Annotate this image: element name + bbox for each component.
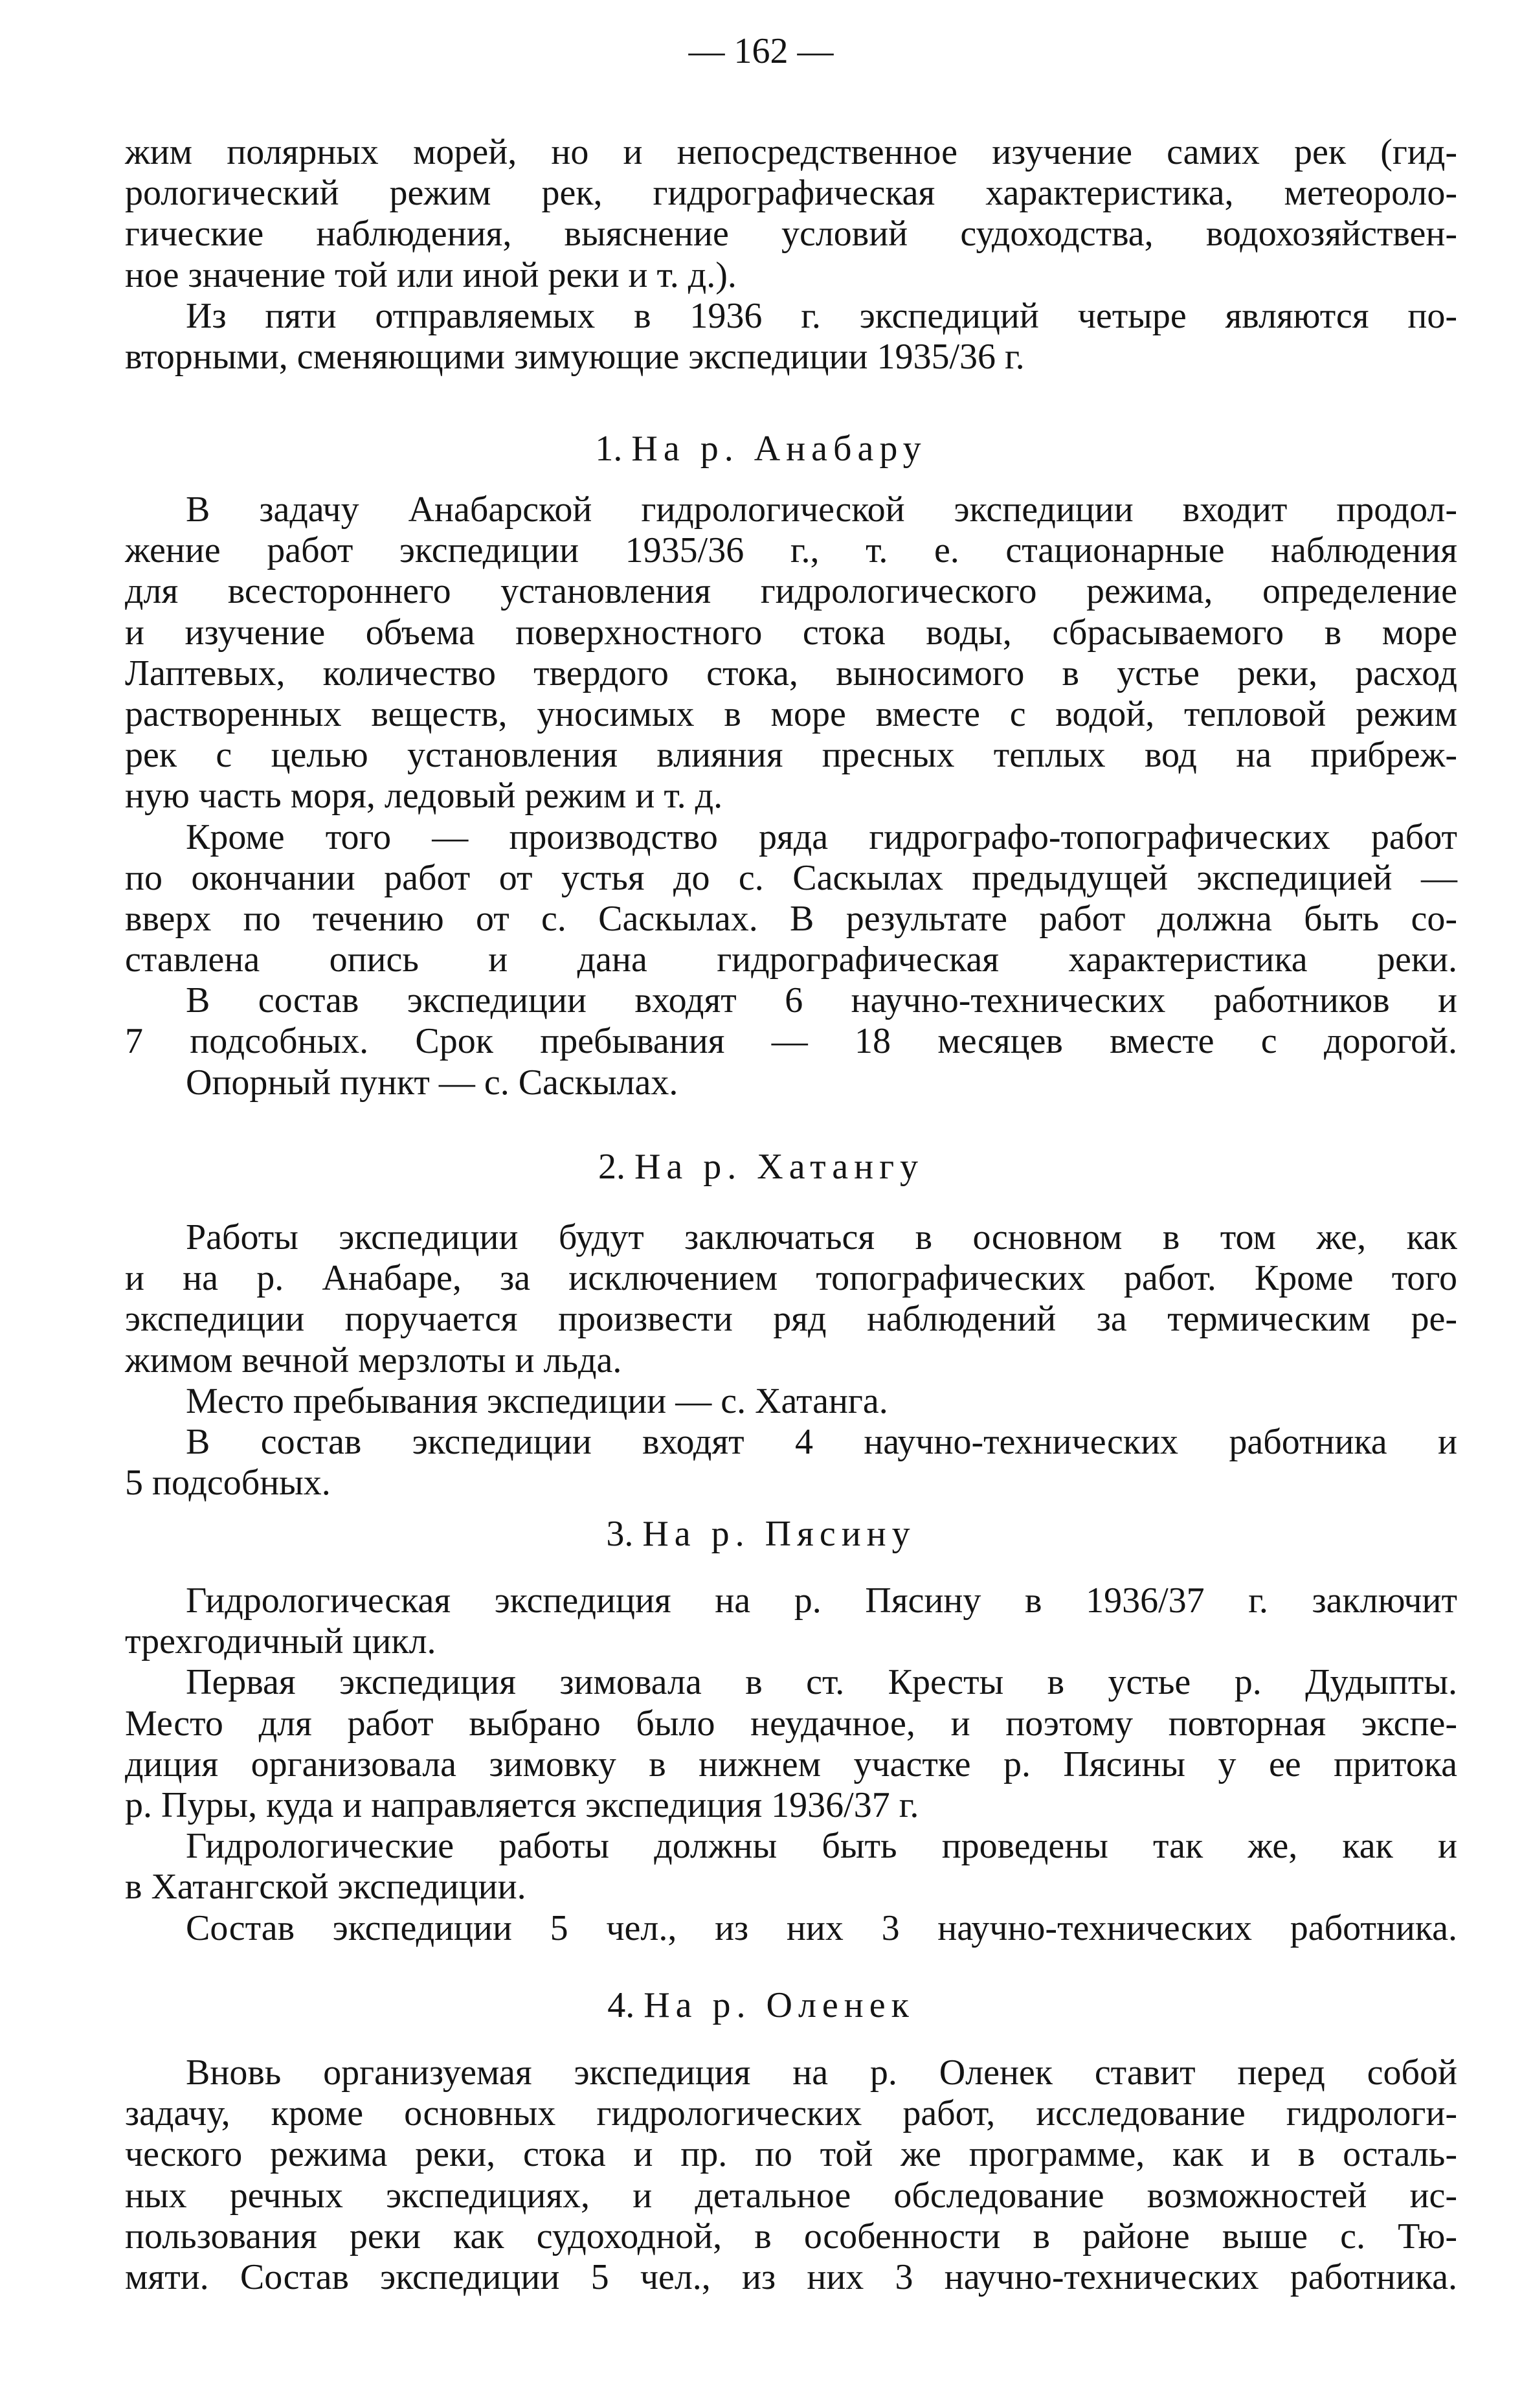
section-heading [0, 1985, 1522, 2026]
text-line: растворенных веществ, уносимых в море вместе с водой, тепловой режим [125, 693, 1457, 734]
section-text [125, 489, 1457, 1103]
text-line: и на р. Анабаре, за исключением топографических работ. Кроме того [125, 1258, 1457, 1299]
section-number: 3. [606, 1514, 634, 1554]
section-number: 1. [595, 429, 623, 469]
text-line: ставлена опись и дана гидрографическая характеристика реки. [125, 940, 1457, 980]
text-line: жимом вечной мерзлоты и льда. [125, 1340, 622, 1380]
section-heading [0, 1514, 1522, 1555]
section-text [125, 1217, 1457, 1503]
text-line: пользования реки как судоходной, в особенности в районе выше с. Тю- [125, 2216, 1457, 2256]
text-line: ных речных экспедициях, и детальное обследование возможностей ис- [125, 2175, 1457, 2216]
text-line: Работы экспедиции будут заключаться в основном в том же, как [186, 1217, 1457, 1257]
text-line: ную часть моря, ледовый режим и т. д. [125, 776, 723, 816]
section-text [125, 1581, 1457, 1949]
text-line: Кроме того — производство ряда гидрографо-топографических работ [186, 816, 1457, 857]
text-line: экспедиции поручается произвести ряд наблюдений за термическим ре- [125, 1299, 1457, 1340]
text-line: ческого режима реки, стока и пр. по той же программе, как и в осталь- [125, 2134, 1457, 2175]
paragraph [125, 817, 1457, 981]
text-line: В состав экспедиции входят 6 научно-технических работников и [186, 980, 1457, 1021]
section-title: На р. Пясину [642, 1514, 916, 1554]
paragraph [125, 1908, 1457, 1949]
text-line: трехгодичный цикл. [125, 1621, 436, 1662]
text-line: рологический режим рек, гидрографическая характеристика, метеороло- [125, 173, 1457, 214]
paragraph [125, 296, 1457, 377]
section-text [125, 2053, 1457, 2298]
text-line: жим полярных морей, но и непосредственное изучение самих рек (гид- [125, 132, 1457, 172]
text-line: вверх по течению от с. Саскылах. В результате работ должна быть со- [125, 898, 1457, 939]
paragraph [125, 1662, 1457, 1826]
paragraph [125, 980, 1457, 1062]
text-line: диция организовала зимовку в нижнем участке р. Пясины у ее притока [125, 1744, 1457, 1784]
paragraph [125, 1381, 1457, 1422]
text-line: задачу, кроме основных гидрологических работ, исследование гидрологи- [125, 2093, 1457, 2134]
text-line: В состав экспедиции входят 4 научно-технических работника и [186, 1421, 1457, 1462]
section-text [125, 132, 1457, 377]
section-number: 4. [607, 1985, 635, 2025]
text-line: и изучение объема поверхностного стока воды, сбрасываемого в море [125, 612, 1457, 653]
text-line: Место пребывания экспедиции — с. Хатанга. [186, 1380, 888, 1421]
text-line: Состав экспедиции 5 чел., из них 3 научно-технических работника. [186, 1907, 1457, 1948]
text-line: мяти. Состав экспедиции 5 чел., из них 3 научно-технических работника. [125, 2256, 1457, 2297]
section-heading [0, 429, 1522, 469]
text-line: ное значение той или иной реки и т. д.). [125, 254, 737, 295]
text-line: по окончании работ от устья до с. Саскылах предыдущей экспедицией — [125, 857, 1457, 898]
text-line: В задачу Анабарской гидрологической экспедиции входит продол- [186, 489, 1457, 530]
paragraph [125, 1581, 1457, 1662]
paragraph [125, 1217, 1457, 1381]
section-title: На р. Оленек [643, 1985, 915, 2025]
text-line: 5 подсобных. [125, 1463, 331, 1503]
text-line: 7 подсобных. Срок пребывания — 18 месяцев вместе с дорогой. [125, 1021, 1457, 1062]
text-line: Лаптевых, количество твердого стока, выносимого в устье реки, расход [125, 653, 1457, 693]
paragraph [125, 1422, 1457, 1503]
text-line: Из пяти отправляемых в 1936 г. экспедиций четыре являются по- [186, 295, 1457, 336]
section-heading [0, 1147, 1522, 1187]
page-number: — 162 — [688, 31, 834, 71]
section-number: 2. [598, 1147, 625, 1187]
text-line: Опорный пункт — с. Саскылах. [186, 1062, 678, 1103]
text-line: для всестороннего установления гидрологического режима, определение [125, 571, 1457, 612]
paragraph [125, 132, 1457, 296]
section-title: На р. Хатангу [634, 1147, 924, 1187]
text-line: вторными, сменяющими зимующие экспедиции 1935/36 г. [125, 336, 1025, 377]
text-line: Вновь организуемая экспедиция на р. Оленек ставит перед собой [186, 2053, 1457, 2093]
text-line: р. Пуры, куда и направляется экспедиция 1936/37 г. [125, 1784, 919, 1825]
paragraph [125, 1826, 1457, 1907]
section-title: На р. Анабару [631, 429, 927, 469]
paragraph [125, 2053, 1457, 2298]
text-line: гические наблюдения, выяснение условий судоходства, водохозяйствен- [125, 214, 1457, 254]
paragraph [125, 489, 1457, 817]
text-line: рек с целью установления влияния пресных теплых вод на прибреж- [125, 735, 1457, 776]
paragraph [125, 1063, 1457, 1103]
text-line: Первая экспедиция зимовала в ст. Кресты в устье р. Дудыпты. [186, 1662, 1457, 1703]
text-line: Место для работ выбрано было неудачное, и поэтому повторная экспе- [125, 1703, 1457, 1744]
text-line: жение работ экспедиции 1935/36 г., т. е. стационарные наблюдения [125, 530, 1457, 571]
text-line: Гидрологическая экспедиция на р. Пясину в 1936/37 г. заключит [186, 1581, 1457, 1621]
text-line: Гидрологические работы должны быть проведены так же, как и [186, 1826, 1457, 1867]
text-line: в Хатангской экспедиции. [125, 1867, 526, 1907]
